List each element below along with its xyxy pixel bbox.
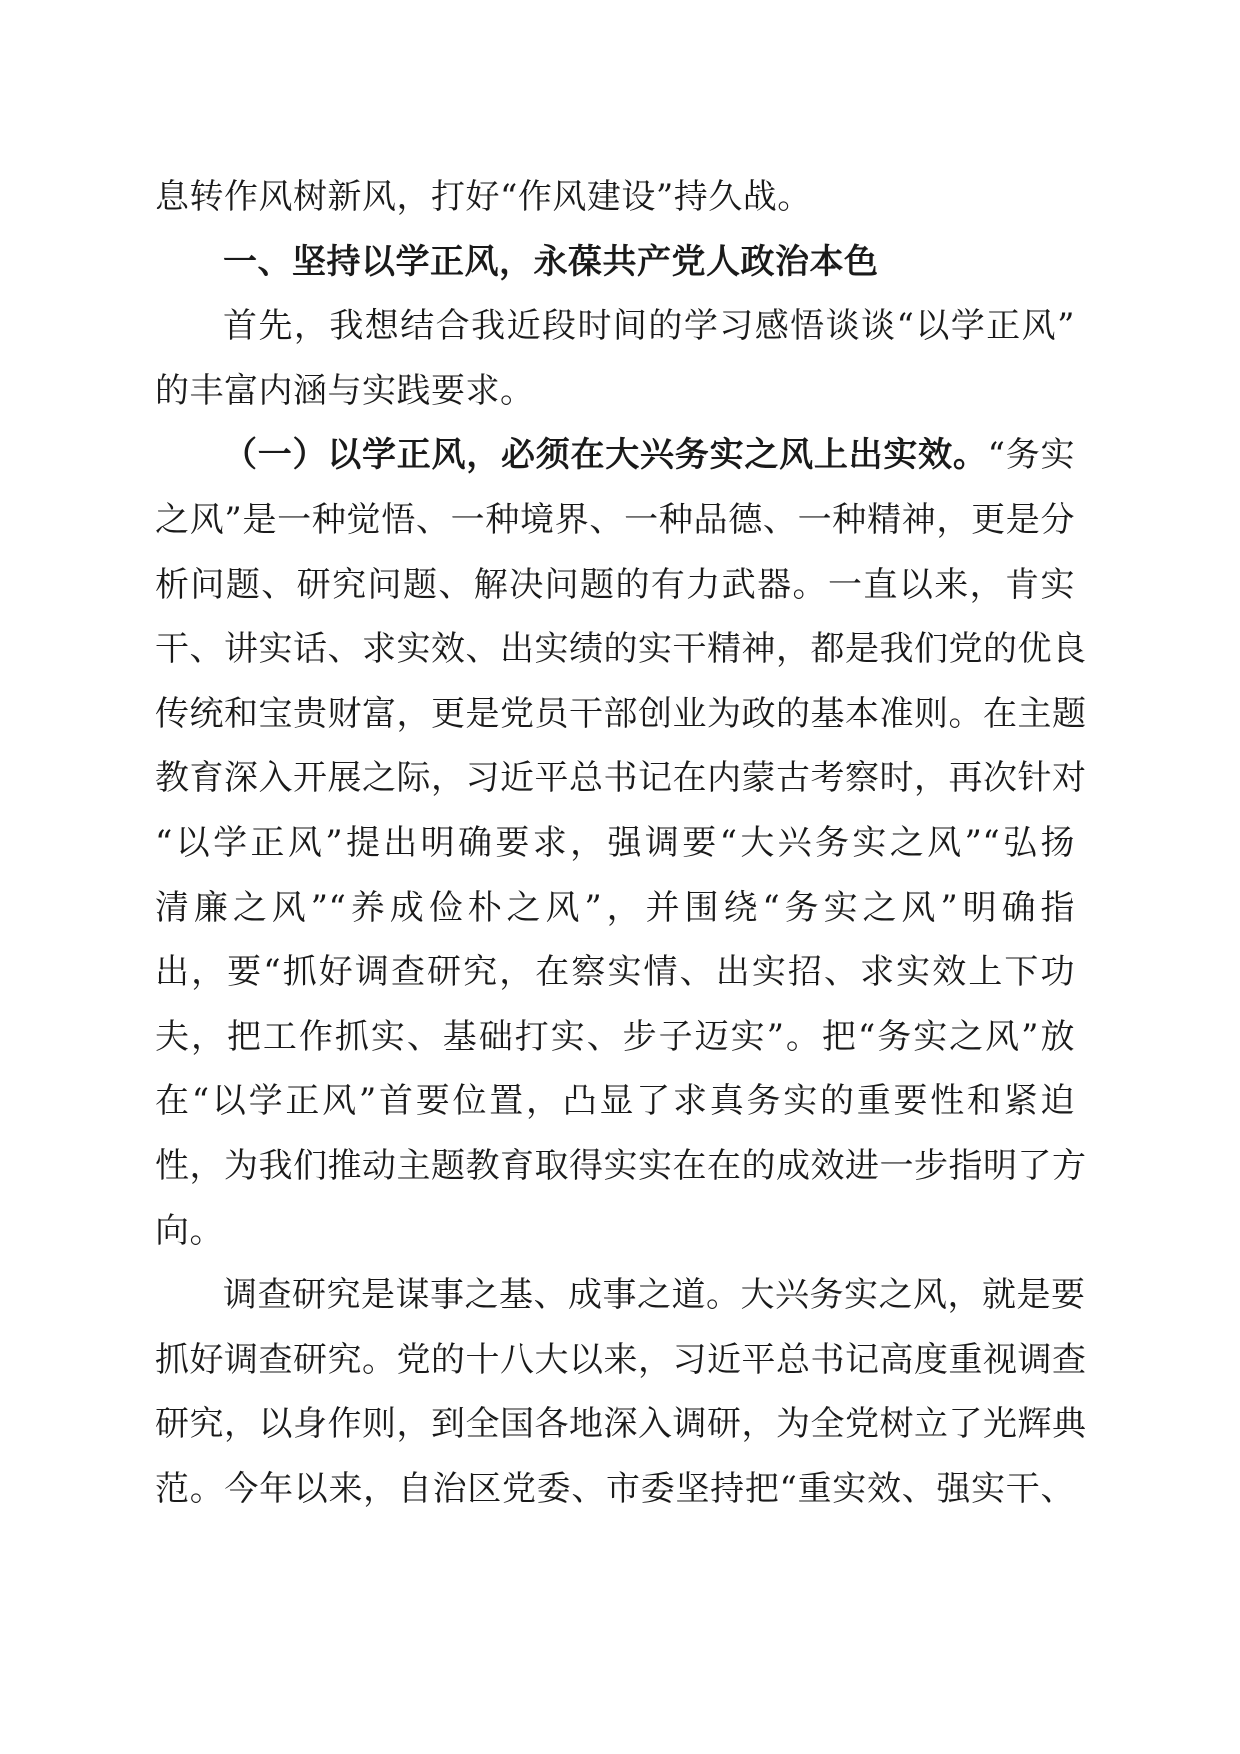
document-page (155, 165, 1087, 1521)
text-line: 之风”是一种觉悟、一种境界、一种品德、一种精神，更是分 (155, 499, 1075, 540)
subsection-line (155, 423, 1075, 488)
text-line: 夫，把工作抓实、基础打实、步子迈实”。把“务实之风”放 (155, 1016, 1075, 1057)
text-line: 息转作风树新风，打好“作风建设”持久战。 (155, 177, 812, 217)
text-line: 抓好调查研究。党的十八大以来，习近平总书记高度重视调查 (155, 1339, 1087, 1380)
text-line: “以学正风”提出明确要求，强调要“大兴务实之风”“弘扬 (155, 822, 1075, 863)
text-line: 干、讲实话、求实效、出实绩的实干精神，都是我们党的优良 (155, 629, 1087, 670)
text-line: 范。今年以来，自治区党委、市委坚持把“重实效、强实干、 (155, 1468, 1075, 1509)
text-line: 教育深入开展之际，习近平总书记在内蒙古考察时，再次针对 (155, 758, 1087, 799)
text-line: 析问题、研究问题、解决问题的有力武器。一直以来，肯实 (155, 564, 1075, 605)
text-line: 向。 (155, 1210, 224, 1251)
text-line: 首先，我想结合我近段时间的学习感悟谈谈“以学正风” (223, 306, 1075, 347)
text-fragment: “务实 (987, 435, 1076, 476)
text-line: 的丰富内涵与实践要求。 (155, 370, 535, 411)
subsection-heading: （一）以学正风，必须在大兴务实之风上出实效。 (223, 435, 988, 476)
text-line: 研究，以身作则，到全国各地深入调研，为全党树立了光辉典 (155, 1404, 1087, 1445)
text-line: 在“以学正风”首要位置，凸显了求真务实的重要性和紧迫 (155, 1081, 1075, 1122)
text-line: 传统和宝贵财富，更是党员干部创业为政的基本准则。在主题 (155, 693, 1087, 734)
section-heading: 一、坚持以学正风，永葆共产党人政治本色 (223, 241, 879, 282)
text-line: 出，要“抓好调查研究，在察实情、出实招、求实效上下功 (155, 952, 1075, 993)
text-line: 清廉之风”“养成俭朴之风”，并围绕“务实之风”明确指 (155, 887, 1075, 928)
text-line: 性，为我们推动主题教育取得实实在在的成效进一步指明了方 (155, 1145, 1087, 1186)
text-line: 调查研究是谋事之基、成事之道。大兴务实之风，就是要 (223, 1275, 1086, 1316)
